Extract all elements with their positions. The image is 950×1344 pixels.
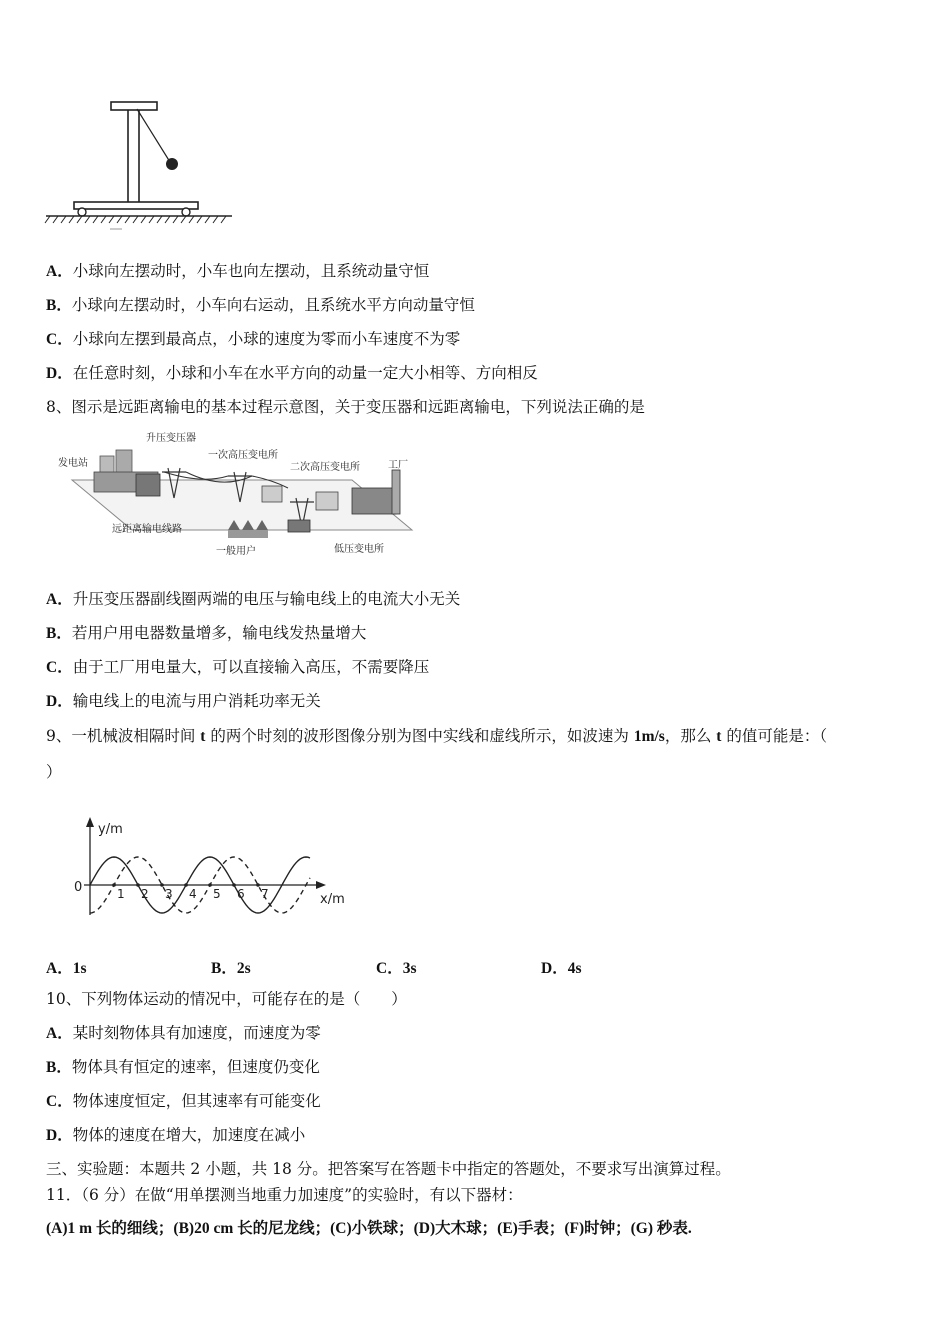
option-text: 小球向左摆动时，小车向右运动，且系统水平方向动量守恒 [71, 296, 475, 314]
stem-var: t [200, 728, 206, 745]
option-label: D． [46, 693, 73, 710]
x-tick-mark-6 [232, 883, 236, 887]
option-text: 物体的速度在增大，加速度在减小 [72, 1126, 306, 1144]
q9-option-b [211, 956, 251, 978]
label-primary-sub: 一次高压变电所 [208, 450, 278, 461]
q10-option-a [46, 1023, 321, 1044]
option-text: 某时刻物体具有加速度，而速度为零 [72, 1024, 321, 1042]
option-text: 若用户用电器数量增多，输电线发热量增大 [71, 624, 367, 642]
x-tick-mark-2 [136, 883, 140, 887]
option-text: 小球向左摆动时，小车也向左摆动，且系统动量守恒 [72, 262, 430, 280]
q10-option-b [46, 1057, 320, 1078]
option-label: A． [46, 591, 73, 608]
x-tick-mark-5 [208, 883, 212, 887]
q10-stem: 10、下列物体运动的情况中，可能存在的是（ ） [46, 990, 407, 1008]
label-line: 远距离输电线路 [112, 524, 182, 535]
q9-stem [46, 726, 827, 747]
x-tick-label-7: 7 [261, 887, 269, 901]
q9-option-c [376, 956, 417, 978]
q10-option-c [46, 1091, 321, 1112]
option-text: 在任意时刻，小球和小车在水平方向的动量一定大小相等、方向相反 [72, 364, 538, 382]
x-tick-mark-7 [256, 883, 260, 887]
stem-part: 9、一机械波相隔时间 [46, 727, 201, 745]
x-tick-label-1: 1 [117, 887, 125, 901]
origin-label: 0 [74, 880, 83, 895]
option-text: 小球向左摆到最高点，小球的速度为零而小车速度不为零 [72, 330, 461, 348]
x-tick-mark-4 [184, 883, 188, 887]
stem-speed: 1m/s [633, 728, 665, 745]
option-label: B． [46, 1059, 72, 1076]
option-text: 3s [402, 960, 417, 977]
q11-materials: (A)1 m 长的细线；(B)20 cm 长的尼龙线；(C)小铁球；(D)大木球；(E)手表；(F)时钟；(G) 秒表. [46, 1220, 692, 1237]
pendulum-cart-figure [44, 98, 244, 238]
q8-option-a [46, 589, 460, 610]
option-label: A． [46, 960, 73, 977]
q7-option-d [46, 363, 538, 384]
option-label: A． [46, 1025, 73, 1042]
q8-stem: 8、图示是远距离输电的基本过程示意图，关于变压器和远距离输电，下列说法正确的是 [46, 398, 645, 416]
option-text: 物体具有恒定的速率，但速度仍变化 [71, 1058, 320, 1076]
q8-option-b [46, 623, 366, 644]
q8-option-d [46, 691, 321, 712]
section-3-heading: 三、实验题：本题共 2 小题，共 18 分。把答案写在答题卡中指定的答题处，不要求写出演算过程。 [46, 1160, 731, 1178]
label-secondary-sub: 二次高压变电所 [290, 462, 360, 473]
option-text: 1s [72, 960, 87, 977]
option-text: 物体速度恒定，但其速率有可能变化 [72, 1092, 321, 1110]
option-label: C． [46, 1093, 73, 1110]
option-text: 升压变压器副线圈两端的电压与输电线上的电流大小无关 [72, 590, 461, 608]
option-label: D． [46, 1127, 73, 1144]
option-text: 输电线上的电流与用户消耗功率无关 [72, 692, 321, 710]
q8-option-c [46, 657, 429, 678]
stem-part: 的两个时刻的波形图像分别为图中实线和虚线所示，如波速为 [205, 727, 634, 745]
option-label: C． [46, 331, 73, 348]
label-factory: 工厂 [388, 460, 408, 471]
option-label: D． [46, 365, 73, 382]
x-tick-label-6: 6 [237, 887, 245, 901]
x-tick-label-2: 2 [141, 887, 149, 901]
option-label: A． [46, 263, 73, 280]
stem-part: 的值可能是：（ [721, 727, 828, 745]
option-text: 2s [236, 960, 251, 977]
y-axis-arrow [86, 817, 94, 827]
q9-option-a [46, 956, 87, 978]
wave-graph [70, 815, 360, 925]
q7-option-b [46, 295, 475, 316]
y-axis-label: y/m [98, 822, 123, 837]
q9-stem-continued: ） [46, 763, 62, 781]
q10-option-d [46, 1125, 305, 1146]
stem-part: ，那么 [664, 727, 717, 745]
x-axis-arrow [316, 881, 326, 889]
x-axis-label: x/m [320, 892, 345, 907]
option-label: B． [46, 625, 72, 642]
option-label: D． [541, 960, 568, 977]
label-power-station: 发电站 [58, 458, 88, 469]
x-tick-label-4: 4 [189, 887, 197, 901]
label-low-sub: 低压变电所 [334, 544, 384, 555]
option-label: C． [46, 659, 73, 676]
q7-option-a [46, 261, 429, 282]
q11-stem: 11．（6 分）在做“用单摆测当地重力加速度”的实验时，有以下器材： [46, 1186, 523, 1204]
option-text: 4s [567, 960, 582, 977]
option-text: 由于工厂用电量大，可以直接输入高压，不需要降压 [72, 658, 430, 676]
x-tick-mark-3 [160, 883, 164, 887]
x-tick-label-5: 5 [213, 887, 221, 901]
option-label: B． [46, 297, 72, 314]
label-step-up: 升压变压器 [146, 433, 196, 444]
q7-option-c [46, 329, 460, 350]
x-tick-label-3: 3 [165, 887, 173, 901]
option-label: B． [211, 960, 237, 977]
q9-option-d [541, 956, 582, 978]
power-transmission-figure [52, 428, 422, 562]
x-tick-mark-1 [112, 883, 116, 887]
option-label: C． [376, 960, 403, 977]
label-users: 一般用户 [216, 546, 256, 557]
stem-var: t [716, 728, 722, 745]
